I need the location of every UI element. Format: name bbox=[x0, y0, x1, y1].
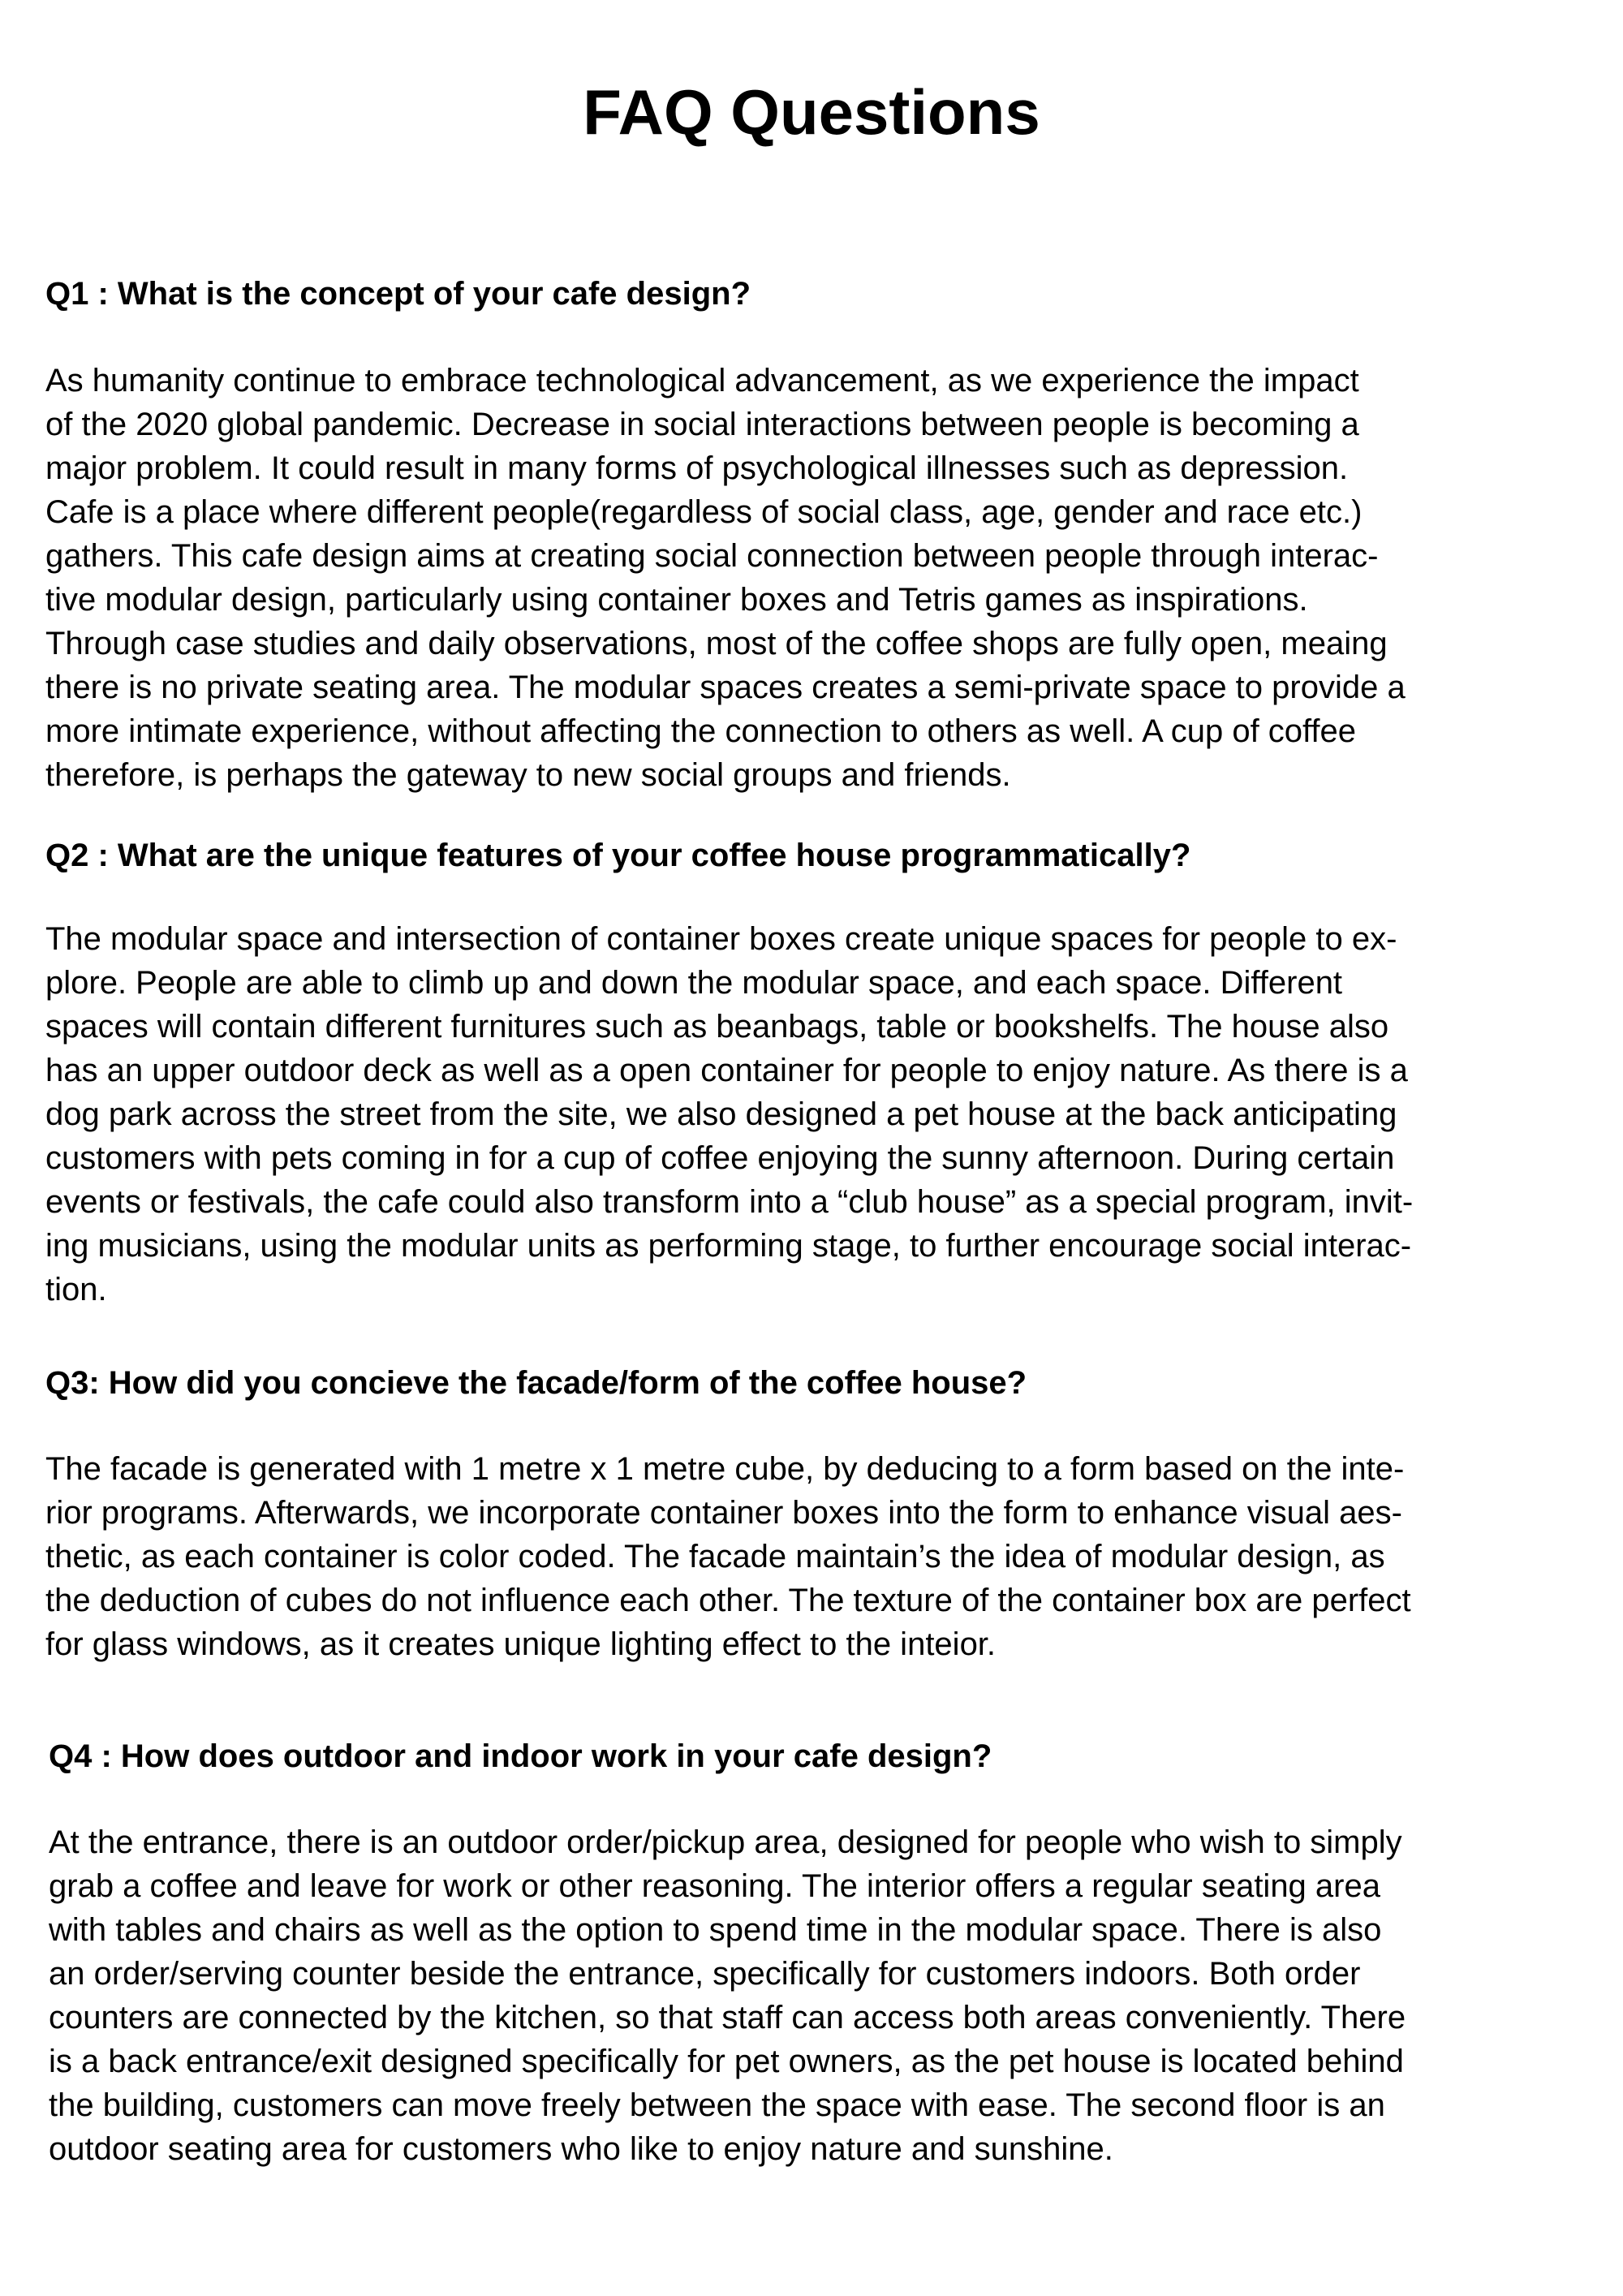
question-2: Q2 : What are the unique features of your coffee house programmatically? bbox=[45, 838, 1191, 873]
answer-line: the building, customers can move freely between the space with ease. The second floor is an bbox=[49, 2087, 1385, 2123]
answer-line: is a back entrance/exit designed specifically for pet owners, as the pet house is located behind bbox=[49, 2044, 1404, 2079]
answer-line: rior programs. Afterwards, we incorporate container boxes into the form to enhance visual aes- bbox=[45, 1495, 1402, 1531]
answer-line: ing musicians, using the modular units as performing stage, to further encourage social interac- bbox=[45, 1228, 1412, 1264]
answer-1 bbox=[45, 359, 1406, 797]
answer-line: more intimate experience, without affecting the connection to others as well. A cup of coffee bbox=[45, 713, 1357, 749]
answer-line: with tables and chairs as well as the option to spend time in the modular space. There is also bbox=[49, 1912, 1382, 1948]
answer-line: tion. bbox=[45, 1272, 107, 1307]
answer-line: thetic, as each container is color coded. The facade maintain’s the idea of modular design, as bbox=[45, 1539, 1385, 1574]
answer-line: spaces will contain different furnitures such as beanbags, table or bookshelfs. The house also bbox=[45, 1009, 1389, 1045]
answer-line: therefore, is perhaps the gateway to new social groups and friends. bbox=[45, 757, 1011, 793]
answer-line: for glass windows, as it creates unique lighting effect to the inteior. bbox=[45, 1626, 997, 1662]
answer-line: outdoor seating area for customers who like to enjoy nature and sunshine. bbox=[49, 2131, 1113, 2167]
answer-line: The facade is generated with 1 metre x 1 metre cube, by deducing to a form based on the inte- bbox=[45, 1451, 1405, 1487]
answer-line: At the entrance, there is an outdoor order/pickup area, designed for people who wish to simply bbox=[49, 1824, 1402, 1860]
answer-line: grab a coffee and leave for work or other reasoning. The interior offers a regular seating area bbox=[49, 1868, 1380, 1904]
answer-line: major problem. It could result in many forms of psychological illnesses such as depression. bbox=[45, 450, 1349, 486]
answer-line: The modular space and intersection of container boxes create unique spaces for people to ex- bbox=[45, 921, 1397, 957]
answer-line: Cafe is a place where different people(regardless of social class, age, gender and race etc.) bbox=[45, 494, 1363, 530]
answer-line: tive modular design, particularly using container boxes and Tetris games as inspirations. bbox=[45, 582, 1308, 618]
answer-line: gathers. This cafe design aims at creating social connection between people through interac- bbox=[45, 538, 1379, 574]
answer-line: counters are connected by the kitchen, so that staff can access both areas conveniently. There bbox=[49, 2000, 1406, 2035]
answer-3 bbox=[45, 1447, 1411, 1666]
page-title: FAQ Questions bbox=[583, 76, 1040, 148]
answer-4 bbox=[49, 1820, 1406, 2171]
answer-line: of the 2020 global pandemic. Decrease in social interactions between people is becoming a bbox=[45, 407, 1359, 442]
answer-line: customers with pets coming in for a cup of coffee enjoying the sunny afternoon. During certain bbox=[45, 1140, 1395, 1176]
answer-line: the deduction of cubes do not influence each other. The texture of the container box are perfect bbox=[45, 1583, 1411, 1618]
question-4: Q4 : How does outdoor and indoor work in your cafe design? bbox=[49, 1738, 992, 1774]
answer-line: an order/serving counter beside the entrance, specifically for customers indoors. Both order bbox=[49, 1956, 1361, 1992]
answer-line: there is no private seating area. The modular spaces creates a semi-private space to provide a bbox=[45, 670, 1406, 705]
answer-line: has an upper outdoor deck as well as a open container for people to enjoy nature. As there is a bbox=[45, 1053, 1408, 1088]
answer-line: dog park across the street from the site, we also designed a pet house at the back anticipating bbox=[45, 1096, 1397, 1132]
question-3: Q3: How did you concieve the facade/form of the coffee house? bbox=[45, 1365, 1027, 1401]
answer-line: plore. People are able to climb up and down the modular space, and each space. Different bbox=[45, 965, 1343, 1001]
answer-line: As humanity continue to embrace technological advancement, as we experience the impact bbox=[45, 363, 1359, 398]
question-1: Q1 : What is the concept of your cafe design? bbox=[45, 276, 751, 312]
answer-line: events or festivals, the cafe could also transform into a “club house” as a special program, invit- bbox=[45, 1184, 1414, 1220]
answer-line: Through case studies and daily observations, most of the coffee shops are fully open, meaing bbox=[45, 626, 1388, 661]
answer-2 bbox=[45, 917, 1413, 1312]
